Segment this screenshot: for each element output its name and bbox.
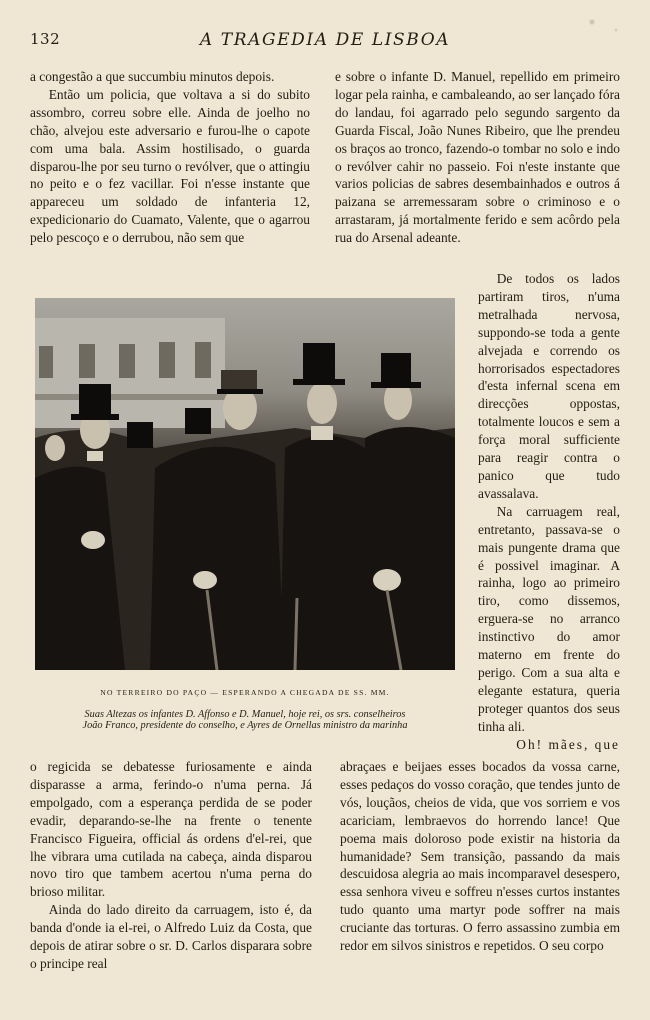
page-number: 132 xyxy=(30,30,61,48)
paragraph: Então um policia, que voltava a si do subito assombro, correu sobre elle. Ainda de joelho no chão, alvejou este adversario e furou-lhe o capote com uma bala. Assim hostilisado, o guarda disparou-lhe por seu turno o revólver, que o attingiu no peito e o fez vacillar. Foi n'esse instante que appareceu um soldado de infanteria 12, expedicionario do Cuamato, Valente, que o agarrou pelo pescoço e o derrubou, não sem que xyxy=(30,86,310,246)
column-right-side xyxy=(478,270,620,753)
paragraph: abraçaes e beijaes esses bocados da vossa carne, esses pedaços do vosso coração, que tendes junto de vós, louçãos, cheios de vida, que vos sorriem e vos acariciam, lembraevos do horrendo lance! Que poema mais doloroso pode existir na historia da humanidade? Sem transição, passando da mais descuidosa alegria ao mais incomparavel desespero, essa senhora viveu e soffreu n'esses curtos instantes tudo quanto uma martyr pode soffrer na mais cruciante das torturas. O ferro assassino zumbia em redor em silvos sinistros e repetidos. O seu corpo xyxy=(340,759,621,954)
photograph-illustration xyxy=(35,298,455,670)
column-right-top xyxy=(335,68,620,247)
figure-caption xyxy=(35,709,455,731)
paragraph: a congestão a que succumbiu minutos depois. xyxy=(30,69,275,84)
column-right-bottom xyxy=(340,758,620,955)
caption-line: Suas Altezas os infantes D. Affonso e D. Manuel, hoje rei, os srs. conselheiros xyxy=(84,709,406,720)
page-header xyxy=(30,30,620,54)
paragraph: Na carruagem real, entretanto, passava-se o mais pungente drama que é possivel imaginar. A rainha, logo ao primeiro tiro, como dissemos, erguera-se no arranco instinctivo do amor materno em frente do perigo. Com a sua alta e elegante estatura, queria proteger quantos dos seus tinha ali. xyxy=(478,503,620,734)
caption-line: João Franco, presidente do conselho, e Ayres de Ornellas ministro da marinha xyxy=(82,720,408,731)
photograph xyxy=(35,298,455,670)
paragraph: o regicida se debatesse furiosamente e ainda disparasse a arma, ferindo-o n'uma perna. Já empolgado, com a esperança perdida de se poder evadir, deparando-se-lhe na frente o tenente Francisco Figueira, official ás ordens d'el-rei, que lhe vibrara uma cutilada na cabeça, ainda disparou novo tiro que tambem acertou n'uma perna do brioso militar. xyxy=(30,759,312,900)
paragraph: Oh! mães, que xyxy=(516,736,620,752)
paragraph: De todos os lados partiram tiros, n'uma metralhada nervosa, suppondo-se toda a gente alvejada e correndo os horrorisados espectadores d'esta infernal scena em direcções oppostas, totalmente loucos e sem a força moral sufficiente para reagir contra o panico que tudo avassalava. xyxy=(478,271,620,501)
paragraph: e sobre o infante D. Manuel, repellido em primeiro logar pela rainha, e cambaleando, ao ser lançado fóra do landau, foi agarrado pelo segundo sargento da Guarda Fiscal, João Nunes Ribeiro, que lhe prendeu os braços ao tronco, fazendo-o tombar no solo e indo o revólver cahir no passeio. Foi n'este instante que varios policias de sabres desembainhados e outros á paizana se arremessaram sobre o criminoso e o arrastaram, já mortalmente ferido e sem acôrdo pela rua do Arsenal adeante. xyxy=(335,69,620,246)
column-left-bottom xyxy=(30,758,312,973)
figure-caption-title: NO TERREIRO DO PAÇO — ESPERANDO A CHEGADA DE SS. MM. xyxy=(100,688,390,697)
column-left-top xyxy=(30,68,310,247)
running-title: A TRAGEDIA DE LISBOA xyxy=(199,30,451,50)
paragraph: Ainda do lado direito da carruagem, isto é, da banda d'onde ia el-rei, o Alfredo Luiz da Costa, que depois de atirar sobre o sr. D. Carlos disparara sobre o principe real xyxy=(30,902,312,971)
